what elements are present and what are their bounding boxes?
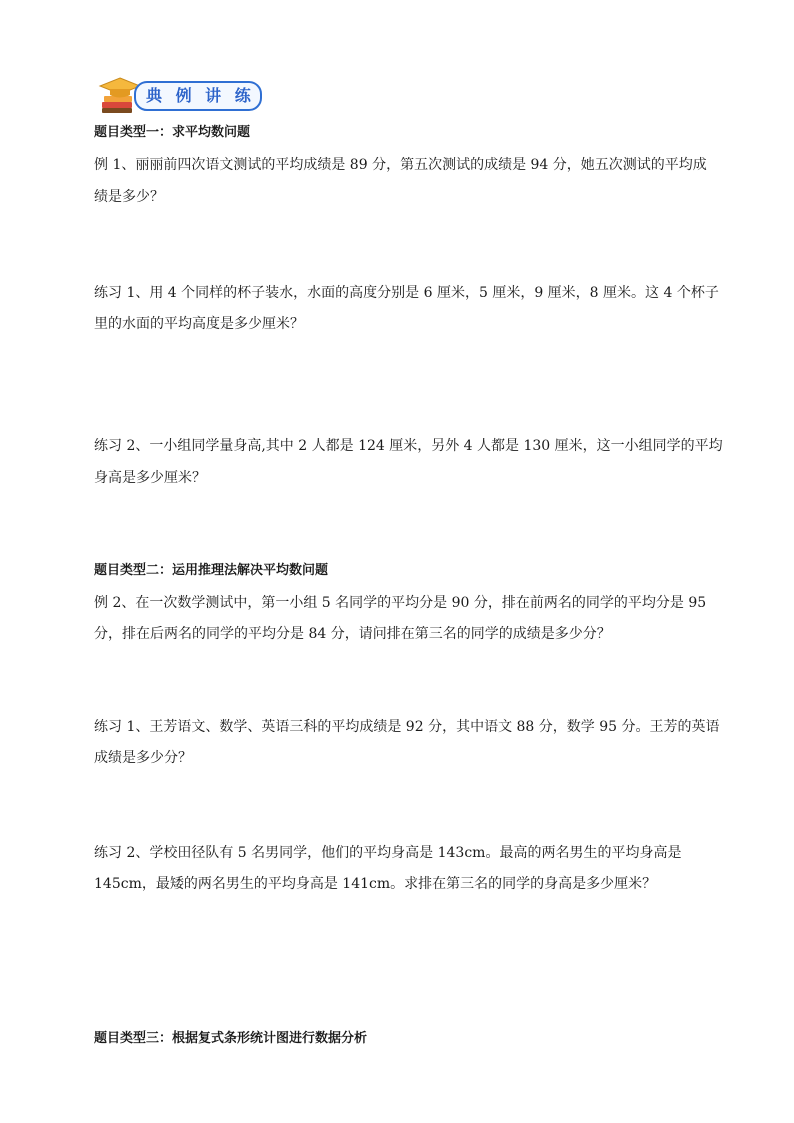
practice-1-1-line-2: 里的水面的平均高度是多少厘米？ xyxy=(94,316,304,332)
example-1-line-2: 绩是多少？ xyxy=(94,189,164,205)
practice-1-2-line-2: 身高是多少厘米？ xyxy=(94,470,206,486)
practice-2-2-line-2: 145cm，最矮的两名男生的平均身高是 141cm。求排在第三名的同学的身高是多少厘米？ xyxy=(94,876,657,892)
example-2-line-2: 分，排在后两名的同学的平均分是 84 分，请问排在第三名的同学的成绩是多少分？ xyxy=(94,626,611,642)
badge-label: 典 例 讲 练 xyxy=(146,86,255,105)
practice-1-1-line-1: 练习 1、用 4 个同样的杯子装水，水面的高度分别是 6 厘米，5 厘米，9 厘米，8 厘米。这 4 个杯子 xyxy=(94,285,719,301)
practice-2-2-line-1: 练习 2、学校田径队有 5 名男同学，他们的平均身高是 143cm。最高的两名男生的平均身高是 xyxy=(94,845,682,861)
section-2-heading: 题目类型二：运用推理法解决平均数问题 xyxy=(94,563,329,578)
section-1-heading: 题目类型一：求平均数问题 xyxy=(94,125,251,140)
example-2-line-1: 例 2、在一次数学测试中，第一小组 5 名同学的平均分是 90 分，排在前两名的同学的平均分是 95 xyxy=(94,595,707,611)
section-3-heading: 题目类型三：根据复式条形统计图进行数据分析 xyxy=(94,1031,368,1046)
example-1-line-1: 例 1、丽丽前四次语文测试的平均成绩是 89 分，第五次测试的成绩是 94 分，她五次测试的平均成 xyxy=(94,157,707,173)
practice-1-2-line-1: 练习 2、一小组同学量身高,其中 2 人都是 124 厘米，另外 4 人都是 130 厘米，这一小组同学的平均 xyxy=(94,438,723,454)
section-badge xyxy=(98,76,264,116)
practice-2-1-line-1: 练习 1、王芳语文、数学、英语三科的平均成绩是 92 分，其中语文 88 分，数学 95 分。王芳的英语 xyxy=(94,719,720,735)
practice-2-1-line-2: 成绩是多少分？ xyxy=(94,750,192,766)
